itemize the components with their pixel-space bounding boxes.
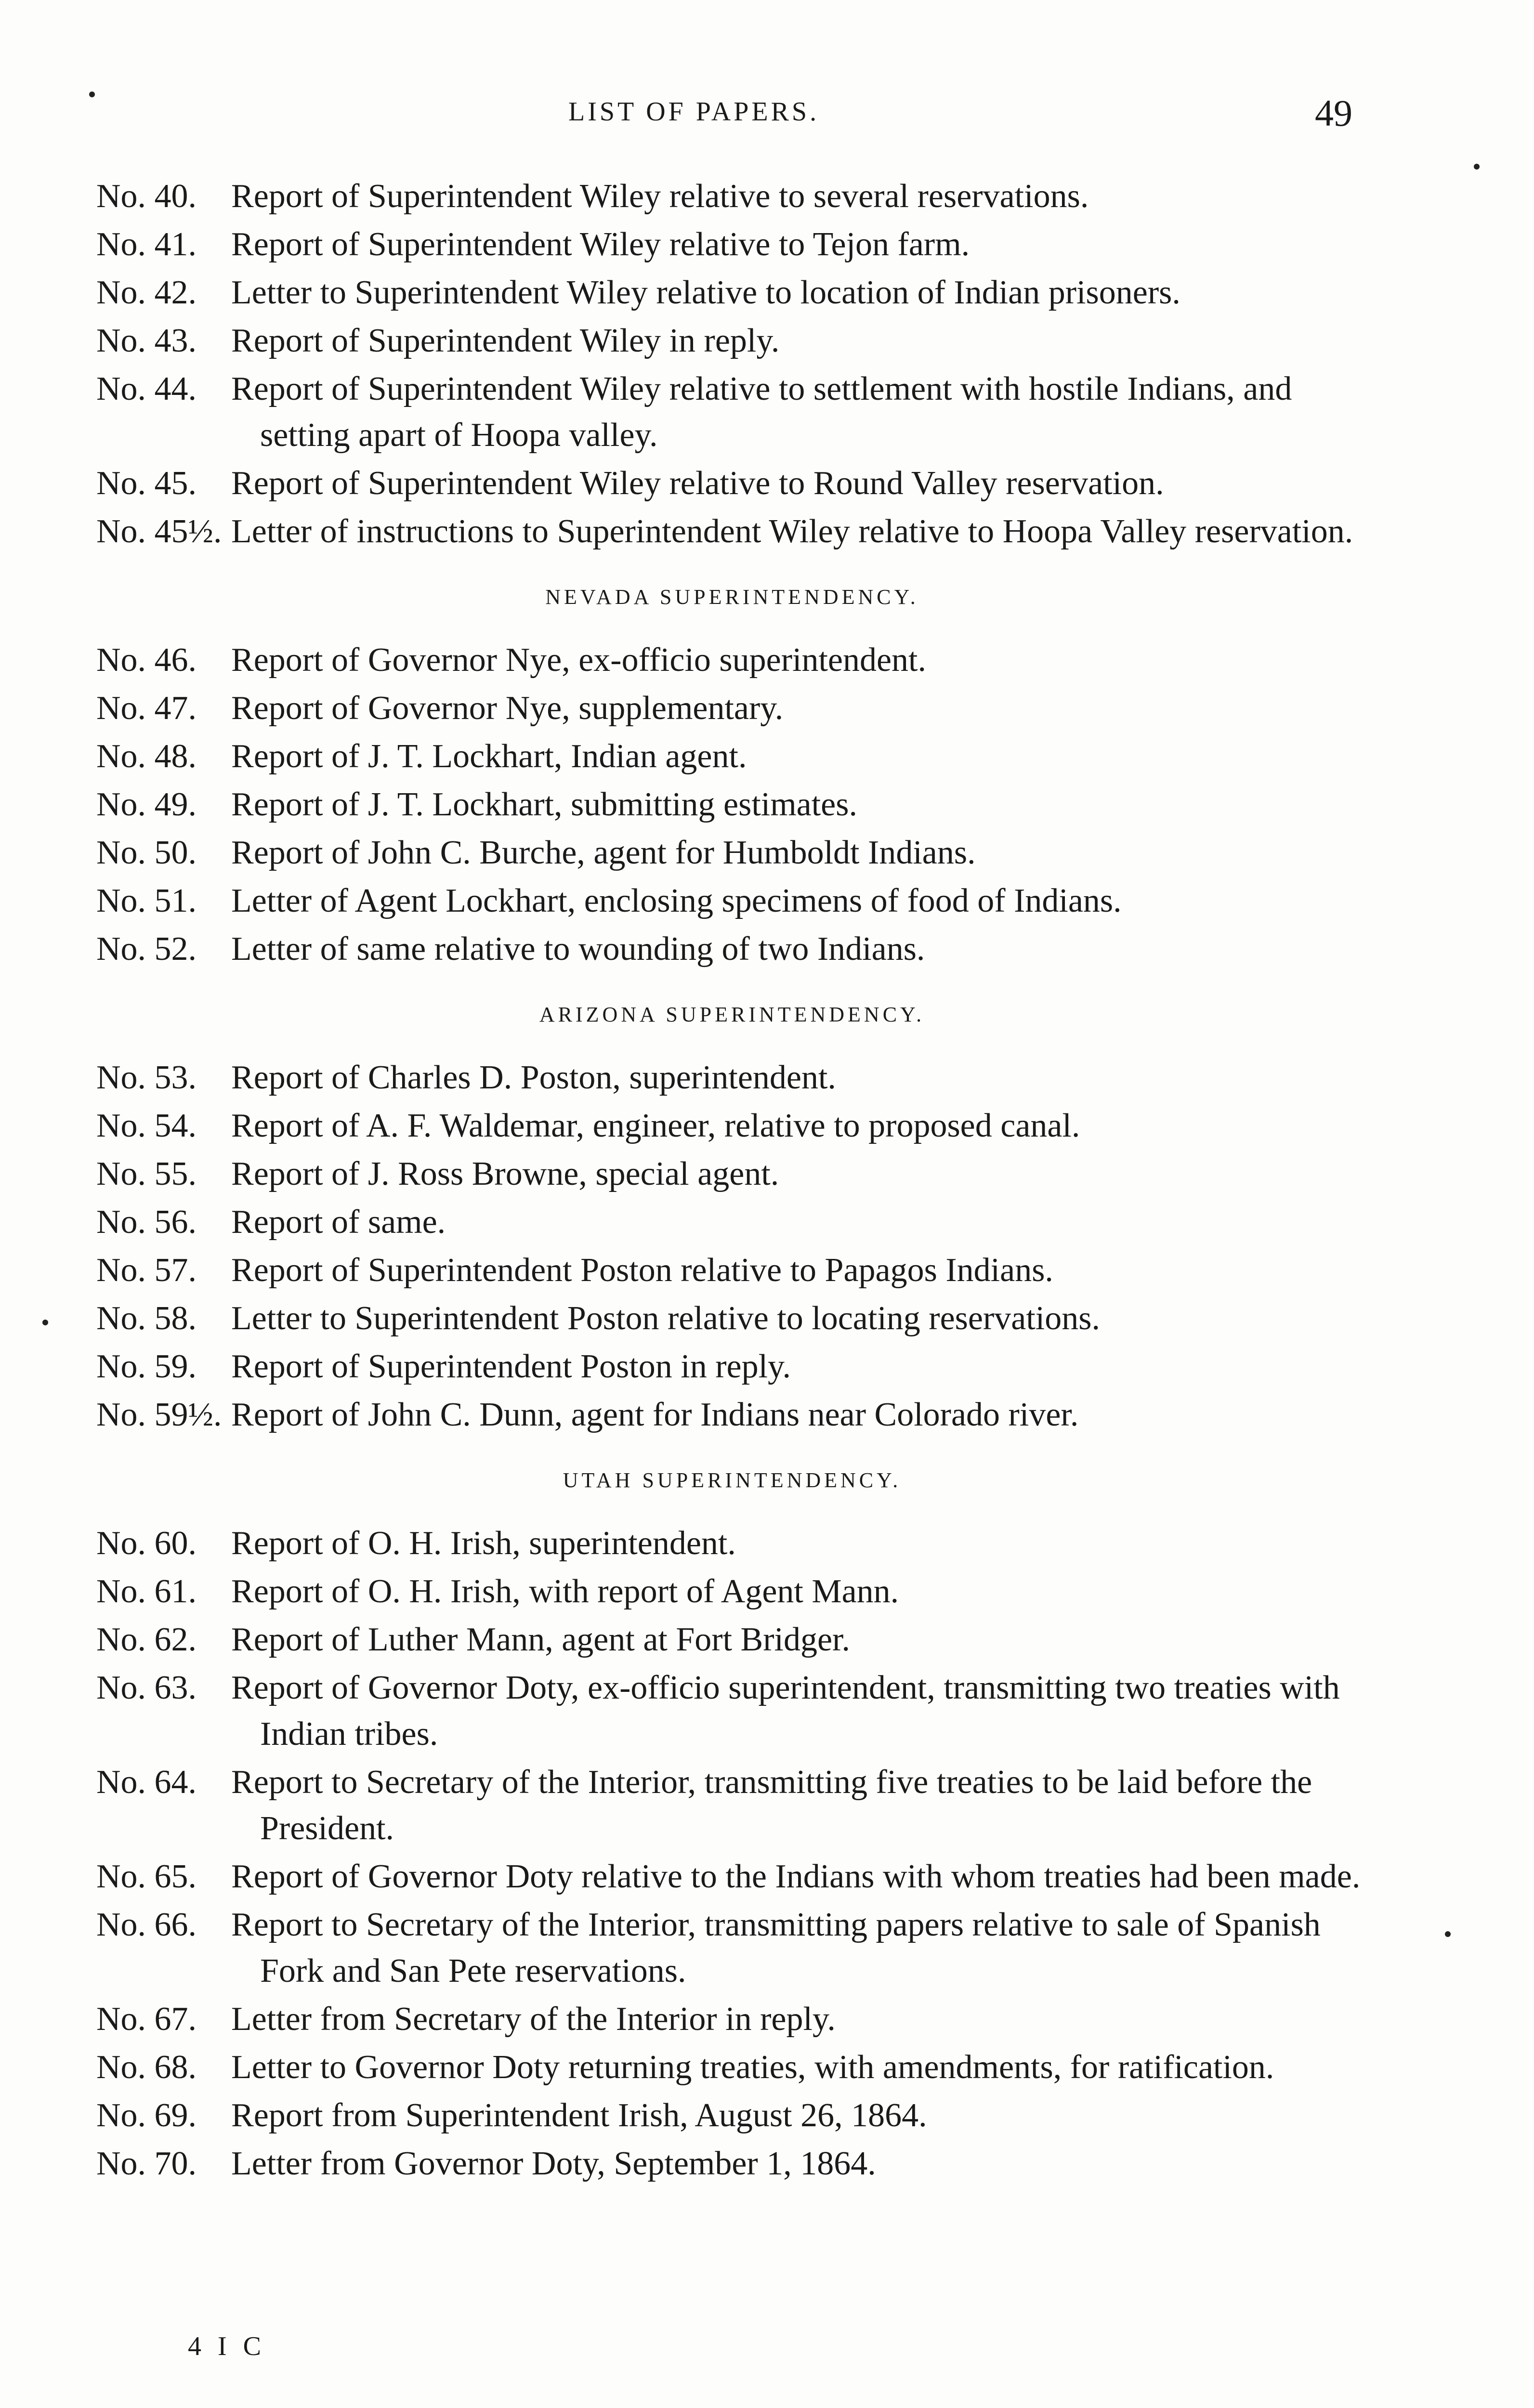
list-item [96,1055,1368,1101]
entry-text: Letter of Agent Lockhart, enclosing specimens of food of Indians. [231,882,1122,919]
entry-number: No. 59. [96,1348,197,1385]
entry-text: Report of same. [231,1204,446,1241]
list-item [96,366,1368,458]
entry-text: Report of Governor Doty, ex-officio superintendent, transmitting two treaties with Indian tribes. [231,1669,1340,1753]
entry-number: No. 67. [96,2001,197,2038]
list-item [96,1902,1368,1994]
entry-number: No. 53. [96,1059,197,1096]
entry-number: No. 43. [96,322,197,359]
list-item [96,1569,1368,1615]
entry-text: Letter of instructions to Superintendent Wiley relative to Hoopa Valley reservation. [231,513,1353,550]
list-item [96,2141,1368,2187]
entry-text: Report of Superintendent Poston relative to Papagos Indians. [231,1252,1053,1289]
entry-text: Report of O. H. Irish, superintendent. [231,1525,736,1562]
entry-text: Report of Superintendent Wiley relative to Round Valley reservation. [231,465,1164,502]
entry-number: No. 47. [96,690,197,727]
list-of-papers [96,173,1368,2189]
entry-text: Report of Luther Mann, agent at Fort Bridger. [231,1621,850,1658]
list-item [96,509,1368,555]
entry-text: Letter to Superintendent Wiley relative to location of Indian prisoners. [231,274,1180,311]
list-item [96,926,1368,972]
entry-text: Letter from Secretary of the Interior in reply. [231,2001,836,2038]
entry-number: No. 57. [96,1252,197,1289]
list-item [96,1854,1368,1900]
entry-number: No. 42. [96,274,197,311]
section-heading-nevada: NEVADA SUPERINTENDENCY. [545,585,919,609]
list-item [96,1617,1368,1663]
entry-number: No. 62. [96,1621,197,1658]
entry-text: Report of John C. Dunn, agent for Indians near Colorado river. [231,1396,1079,1433]
entry-text: Report of J. T. Lockhart, submitting estimates. [231,786,857,823]
entry-number: No. 54. [96,1107,197,1144]
list-item [96,1520,1368,1567]
entry-number: No. 41. [96,226,197,263]
entry-number: No. 59½. [96,1396,222,1433]
scan-speck [1474,164,1480,170]
entry-number: No. 64. [96,1764,197,1801]
entry-number: No. 44. [96,370,197,407]
entry-number: No. 56. [96,1204,197,1241]
entry-text: Report of A. F. Waldemar, engineer, relative to proposed canal. [231,1107,1080,1144]
scan-speck [42,1320,48,1325]
list-item [96,1344,1368,1390]
entry-number: No. 66. [96,1906,197,1943]
list-item [96,782,1368,828]
entry-number: No. 70. [96,2145,197,2182]
list-item [96,173,1368,220]
entry-text: Report of Superintendent Wiley in reply. [231,322,780,359]
entry-number: No. 45. [96,465,197,502]
list-item [96,1996,1368,2042]
entry-number: No. 55. [96,1155,197,1192]
entry-number: No. 63. [96,1669,197,1706]
entry-number: No. 65. [96,1858,197,1895]
entry-number: No. 69. [96,2097,197,2134]
page-number: 49 [1315,92,1352,134]
list-item [96,685,1368,732]
scan-speck [89,92,95,97]
entry-text: Report of Superintendent Wiley relative to Tejon farm. [231,226,970,263]
entry-text: Report of O. H. Irish, with report of Agent Mann. [231,1573,899,1610]
entry-number: No. 61. [96,1573,197,1610]
entry-text: Report of J. Ross Browne, special agent. [231,1155,779,1192]
entry-text: Report of Governor Nye, supplementary. [231,690,784,727]
entry-number: No. 50. [96,834,197,871]
entry-number: No. 46. [96,641,197,679]
signature-mark: 4 I C [188,2331,266,2361]
entry-text: Report to Secretary of the Interior, transmitting papers relative to sale of Spanish Fork and San Pete reservations. [231,1906,1321,1989]
list-item [96,1103,1368,1149]
list-item [96,830,1368,876]
list-item [96,222,1368,268]
entry-text: Report of Governor Doty relative to the Indians with whom treaties had been made. [231,1858,1361,1895]
entry-text: Report of Superintendent Poston in reply. [231,1348,791,1385]
list-item [96,2093,1368,2139]
list-item [96,1392,1368,1438]
list-item [96,1665,1368,1757]
section-heading-arizona: ARIZONA SUPERINTENDENCY. [539,1003,925,1026]
list-item [96,270,1368,316]
section-heading-utah: UTAH SUPERINTENDENCY. [563,1468,902,1492]
list-item [96,1247,1368,1294]
entry-number: No. 58. [96,1300,197,1337]
entry-text: Report of John C. Burche, agent for Humboldt Indians. [231,834,976,871]
entry-text: Report to Secretary of the Interior, transmitting five treaties to be laid before the President. [231,1764,1312,1847]
entry-number: No. 40. [96,178,197,215]
entry-text: Letter of same relative to wounding of two Indians. [231,930,925,968]
entry-number: No. 48. [96,738,197,775]
list-item [96,460,1368,507]
entry-text: Letter from Governor Doty, September 1, 1864. [231,2145,876,2182]
list-item [96,733,1368,780]
entry-text: Report from Superintendent Irish, August 26, 1864. [231,2097,927,2134]
entry-text: Letter to Superintendent Poston relative to locating reservations. [231,1300,1100,1337]
entry-text: Report of Governor Nye, ex-officio superintendent. [231,641,926,679]
list-item [96,1759,1368,1852]
scan-speck [1445,1931,1451,1937]
entry-text: Letter to Governor Doty returning treaties, with amendments, for ratification. [231,2049,1274,2086]
list-item [96,1151,1368,1197]
entry-number: No. 52. [96,930,197,968]
list-item [96,637,1368,683]
entry-number: No. 60. [96,1525,197,1562]
entry-number: No. 49. [96,786,197,823]
list-item [96,1199,1368,1245]
entry-text: Report of Superintendent Wiley relative to several reservations. [231,178,1089,215]
list-item [96,2044,1368,2091]
running-title: LIST OF PAPERS. [568,97,820,127]
entry-text: Report of J. T. Lockhart, Indian agent. [231,738,747,775]
entry-text: Report of Superintendent Wiley relative to settlement with hostile Indians, and setting apart of Hoopa valley. [231,370,1292,454]
list-item [96,878,1368,924]
list-item [96,318,1368,364]
entry-number: No. 51. [96,882,197,919]
entry-number: No. 68. [96,2049,197,2086]
list-item [96,1296,1368,1342]
entry-text: Report of Charles D. Poston, superintendent. [231,1059,836,1096]
entry-number: No. 45½. [96,513,222,550]
